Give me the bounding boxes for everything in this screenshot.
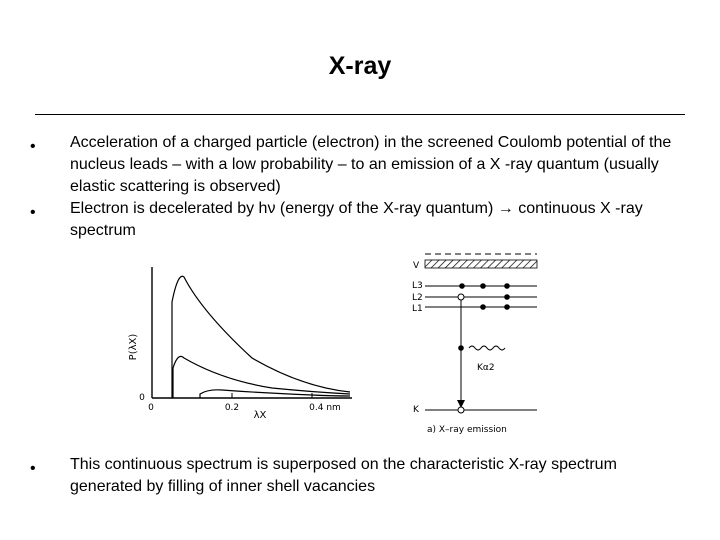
- electron-L3-a: [459, 283, 465, 289]
- bullet-text-1: Acceleration of a charged particle (electron) in the screened Coulomb potential of the nucleus leads – with a low probability – to an emission of a X -ray quantum (usually elastic scattering is observed): [70, 134, 672, 195]
- electron-L1-a: [480, 304, 486, 310]
- hole-K: [458, 407, 464, 413]
- diagram-caption: a) X–ray emission: [427, 425, 507, 435]
- x-axis-label: λX: [253, 410, 267, 421]
- x-tick-label-02: 0.2: [224, 403, 240, 413]
- level-label-L2: L2: [412, 293, 423, 303]
- level-label-K: K: [413, 405, 419, 415]
- bullet-text-2: Electron is decelerated by hν (energy of the X-ray quantum) → continuous X -ray spectrum: [70, 200, 643, 239]
- transition-label: Kα2: [477, 363, 495, 373]
- bullet-marker-2: •: [30, 204, 36, 221]
- y-axis-label: P(λX): [128, 333, 139, 361]
- continuous-spectrum-figure: [112, 262, 362, 422]
- y-zero-label: 0: [139, 393, 145, 403]
- level-label-V: V: [413, 261, 420, 271]
- x-tick-label-0: 0: [148, 403, 154, 413]
- electron-L2: [504, 294, 510, 300]
- bullet-text-3: This continuous spectrum is superposed on the characteristic X-ray spectrum generated by filling of inner shell vacancies: [70, 456, 617, 495]
- spectrum-curve-mid: [173, 356, 350, 398]
- slide-title: X-ray: [328, 52, 392, 80]
- bullet-marker-1: •: [30, 138, 36, 155]
- photon-wave: [469, 346, 505, 350]
- vacuum-hatch: [425, 260, 537, 268]
- title-divider: [35, 114, 685, 115]
- level-label-L1: L1: [412, 304, 423, 314]
- x-tick-label-04: 0.4 nm: [309, 403, 341, 413]
- level-label-L3: L3: [412, 281, 423, 291]
- spectrum-curve-low: [200, 390, 350, 398]
- transition-electron: [458, 345, 464, 351]
- electron-L3-c: [504, 283, 510, 289]
- bullet-marker-3: •: [30, 460, 36, 477]
- energy-level-diagram: [405, 244, 545, 440]
- electron-L1-b: [504, 304, 510, 310]
- electron-L3-b: [480, 283, 486, 289]
- spectrum-curve-high: [172, 276, 350, 398]
- hole-L2: [458, 294, 464, 300]
